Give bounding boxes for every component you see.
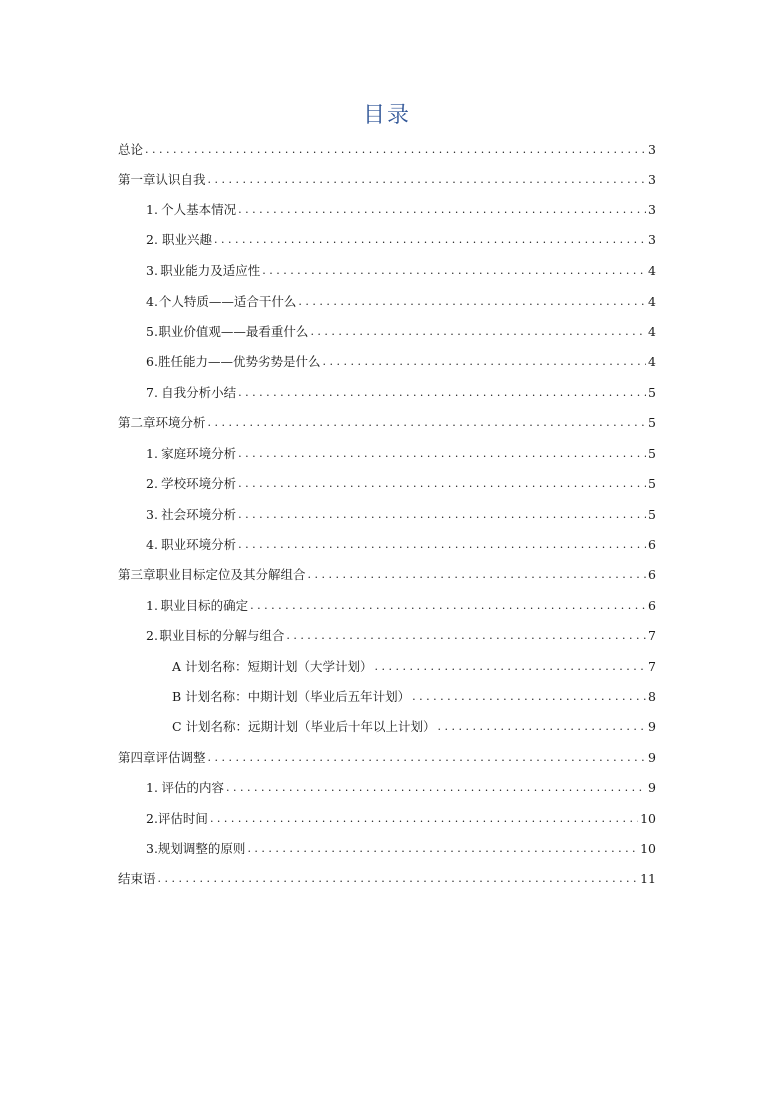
leader-dots <box>238 531 646 559</box>
toc-entry-1-4[interactable] <box>146 288 656 316</box>
toc-entry-1-5[interactable] <box>146 318 656 346</box>
toc-entry-4-3[interactable] <box>146 835 656 863</box>
toc-page-number: 10 <box>640 811 656 826</box>
toc-entry-1-6[interactable] <box>146 348 656 376</box>
leader-dots <box>145 136 646 164</box>
toc-page-number: 7 <box>648 659 656 674</box>
toc-entry-number: 4. <box>146 294 158 309</box>
leader-dots <box>208 409 647 437</box>
toc-page-number: 8 <box>648 689 656 704</box>
toc-entry-text: 职业目标的确定 <box>160 598 249 613</box>
toc-entry-text: 学校环境分析 <box>161 476 237 491</box>
toc-page-number: 9 <box>648 780 656 795</box>
toc-entry-text: 第二章环境分析 <box>118 415 206 430</box>
toc-entry-3-2[interactable] <box>146 622 656 650</box>
leader-dots <box>158 865 639 893</box>
toc-entry-text: 个人基本情况 <box>161 202 237 217</box>
toc-entry-number: 2. <box>146 628 158 643</box>
toc-entry-1-1[interactable] <box>146 196 656 224</box>
toc-entry-chapter-4[interactable] <box>118 744 656 772</box>
toc-entry-3-1[interactable] <box>146 592 656 620</box>
toc-entry-number: 2. <box>146 232 158 247</box>
leader-dots <box>226 774 646 802</box>
toc-entry-plan-a[interactable] <box>172 653 656 681</box>
toc-entry-text: 家庭环境分析 <box>161 446 237 461</box>
toc-page-number: 10 <box>640 841 656 856</box>
toc-entry-number: 6. <box>146 354 158 369</box>
toc-entry-text: 第四章评估调整 <box>118 750 206 765</box>
toc-entry-text: 胜任能力——优势劣势是什么 <box>157 354 321 369</box>
toc-entry-chapter-3[interactable] <box>118 561 656 589</box>
toc-page-number: 3 <box>648 142 656 157</box>
toc-entry-text: 职业价值观——最看重什么 <box>158 324 309 339</box>
toc-entry-conclusion[interactable] <box>118 865 656 893</box>
toc-entry-intro[interactable] <box>118 136 656 164</box>
leader-dots <box>210 805 638 833</box>
toc-entry-text: B 计划名称：中期计划（毕业后五年计划） <box>172 689 411 704</box>
toc-page-number: 6 <box>648 598 656 613</box>
toc-page-number: 5 <box>648 476 656 491</box>
toc-entry-text: 职业环境分析 <box>161 537 237 552</box>
toc-entry-number: 2. <box>146 476 158 491</box>
leader-dots <box>208 166 647 194</box>
toc-entry-number: 3. <box>146 507 158 522</box>
toc-page-number: 4 <box>648 324 656 339</box>
toc-entry-4-2[interactable] <box>146 805 656 833</box>
toc-page-number: 9 <box>648 750 656 765</box>
toc-page-number: 3 <box>648 232 656 247</box>
toc-entry-2-2[interactable] <box>146 470 656 498</box>
toc-entry-1-2[interactable] <box>146 226 656 254</box>
toc-entry-text: 第三章职业目标定位及其分解组合 <box>118 567 306 582</box>
toc-entry-plan-b[interactable] <box>172 683 656 711</box>
toc-entry-text: 职业目标的分解与组合 <box>159 628 285 643</box>
leader-dots <box>238 470 646 498</box>
toc-page-number: 3 <box>648 172 656 187</box>
leader-dots <box>286 622 646 650</box>
toc-entry-text: C 计划名称：远期计划（毕业后十年以上计划） <box>172 719 436 734</box>
toc-page-number: 11 <box>640 871 656 886</box>
leader-dots <box>238 440 646 468</box>
toc-entry-number: 3. <box>146 263 158 278</box>
toc-entry-2-3[interactable] <box>146 501 656 529</box>
leader-dots <box>247 835 638 863</box>
toc-entry-1-3[interactable] <box>146 257 656 285</box>
toc-entry-plan-c[interactable] <box>172 713 656 741</box>
toc-page-number: 5 <box>648 415 656 430</box>
leader-dots <box>208 744 647 772</box>
toc-entry-1-7[interactable] <box>146 379 656 407</box>
toc-entry-2-4[interactable] <box>146 531 656 559</box>
leader-dots <box>250 592 646 620</box>
toc-page-number: 3 <box>648 202 656 217</box>
leader-dots <box>438 713 647 741</box>
toc-entry-text: 社会环境分析 <box>161 507 237 522</box>
toc-entry-text: 自我分析小结 <box>161 385 237 400</box>
leader-dots <box>375 653 647 681</box>
toc-entry-chapter-2[interactable] <box>118 409 656 437</box>
leader-dots <box>322 348 646 376</box>
toc-entry-4-1[interactable] <box>146 774 656 802</box>
toc-page-number: 5 <box>648 446 656 461</box>
toc-entry-text: 3.规划调整的原则 <box>146 841 246 856</box>
leader-dots <box>238 501 646 529</box>
toc-entry-number: 4. <box>146 537 158 552</box>
leader-dots <box>238 196 646 224</box>
toc-page-number: 6 <box>648 567 656 582</box>
toc-entry-text: 职业兴趣 <box>161 232 212 247</box>
toc-entry-text: 结束语 <box>118 871 156 886</box>
toc-title: 目录 <box>362 103 411 128</box>
toc-entry-chapter-1[interactable] <box>118 166 656 194</box>
leader-dots <box>298 288 646 316</box>
toc-entry-text: 评估的内容 <box>161 780 225 795</box>
toc-entry-number: 1. <box>146 598 158 613</box>
toc-page-number: 5 <box>648 507 656 522</box>
toc-page-number: 4 <box>648 354 656 369</box>
toc-entry-text: A 计划名称：短期计划（大学计划） <box>172 659 373 674</box>
toc-page-number: 7 <box>648 628 656 643</box>
toc-entry-text: 第一章认识自我 <box>118 172 206 187</box>
toc-entry-text: 职业能力及适应性 <box>160 263 261 278</box>
toc-entry-2-1[interactable] <box>146 440 656 468</box>
leader-dots <box>238 379 646 407</box>
toc-entry-number: 5. <box>146 324 158 339</box>
toc-page-number: 4 <box>648 263 656 278</box>
toc-entry-text: 个人特质——适合干什么 <box>158 294 297 309</box>
toc-entry-number: 1. <box>146 780 158 795</box>
leader-dots <box>310 318 646 346</box>
toc-entry-text: 2.评估时间 <box>146 811 208 826</box>
toc-entry-number: 1. <box>146 202 158 217</box>
toc-page-number: 4 <box>648 294 656 309</box>
toc-page-number: 6 <box>648 537 656 552</box>
toc-page-number: 9 <box>648 719 656 734</box>
toc-entry-number: 1. <box>146 446 158 461</box>
toc-entry-text: 总论 <box>118 142 144 157</box>
leader-dots <box>262 257 646 285</box>
toc-entry-number: 7. <box>146 385 158 400</box>
leader-dots <box>412 683 646 711</box>
leader-dots <box>308 561 647 589</box>
toc-page-number: 5 <box>648 385 656 400</box>
leader-dots <box>214 226 646 254</box>
